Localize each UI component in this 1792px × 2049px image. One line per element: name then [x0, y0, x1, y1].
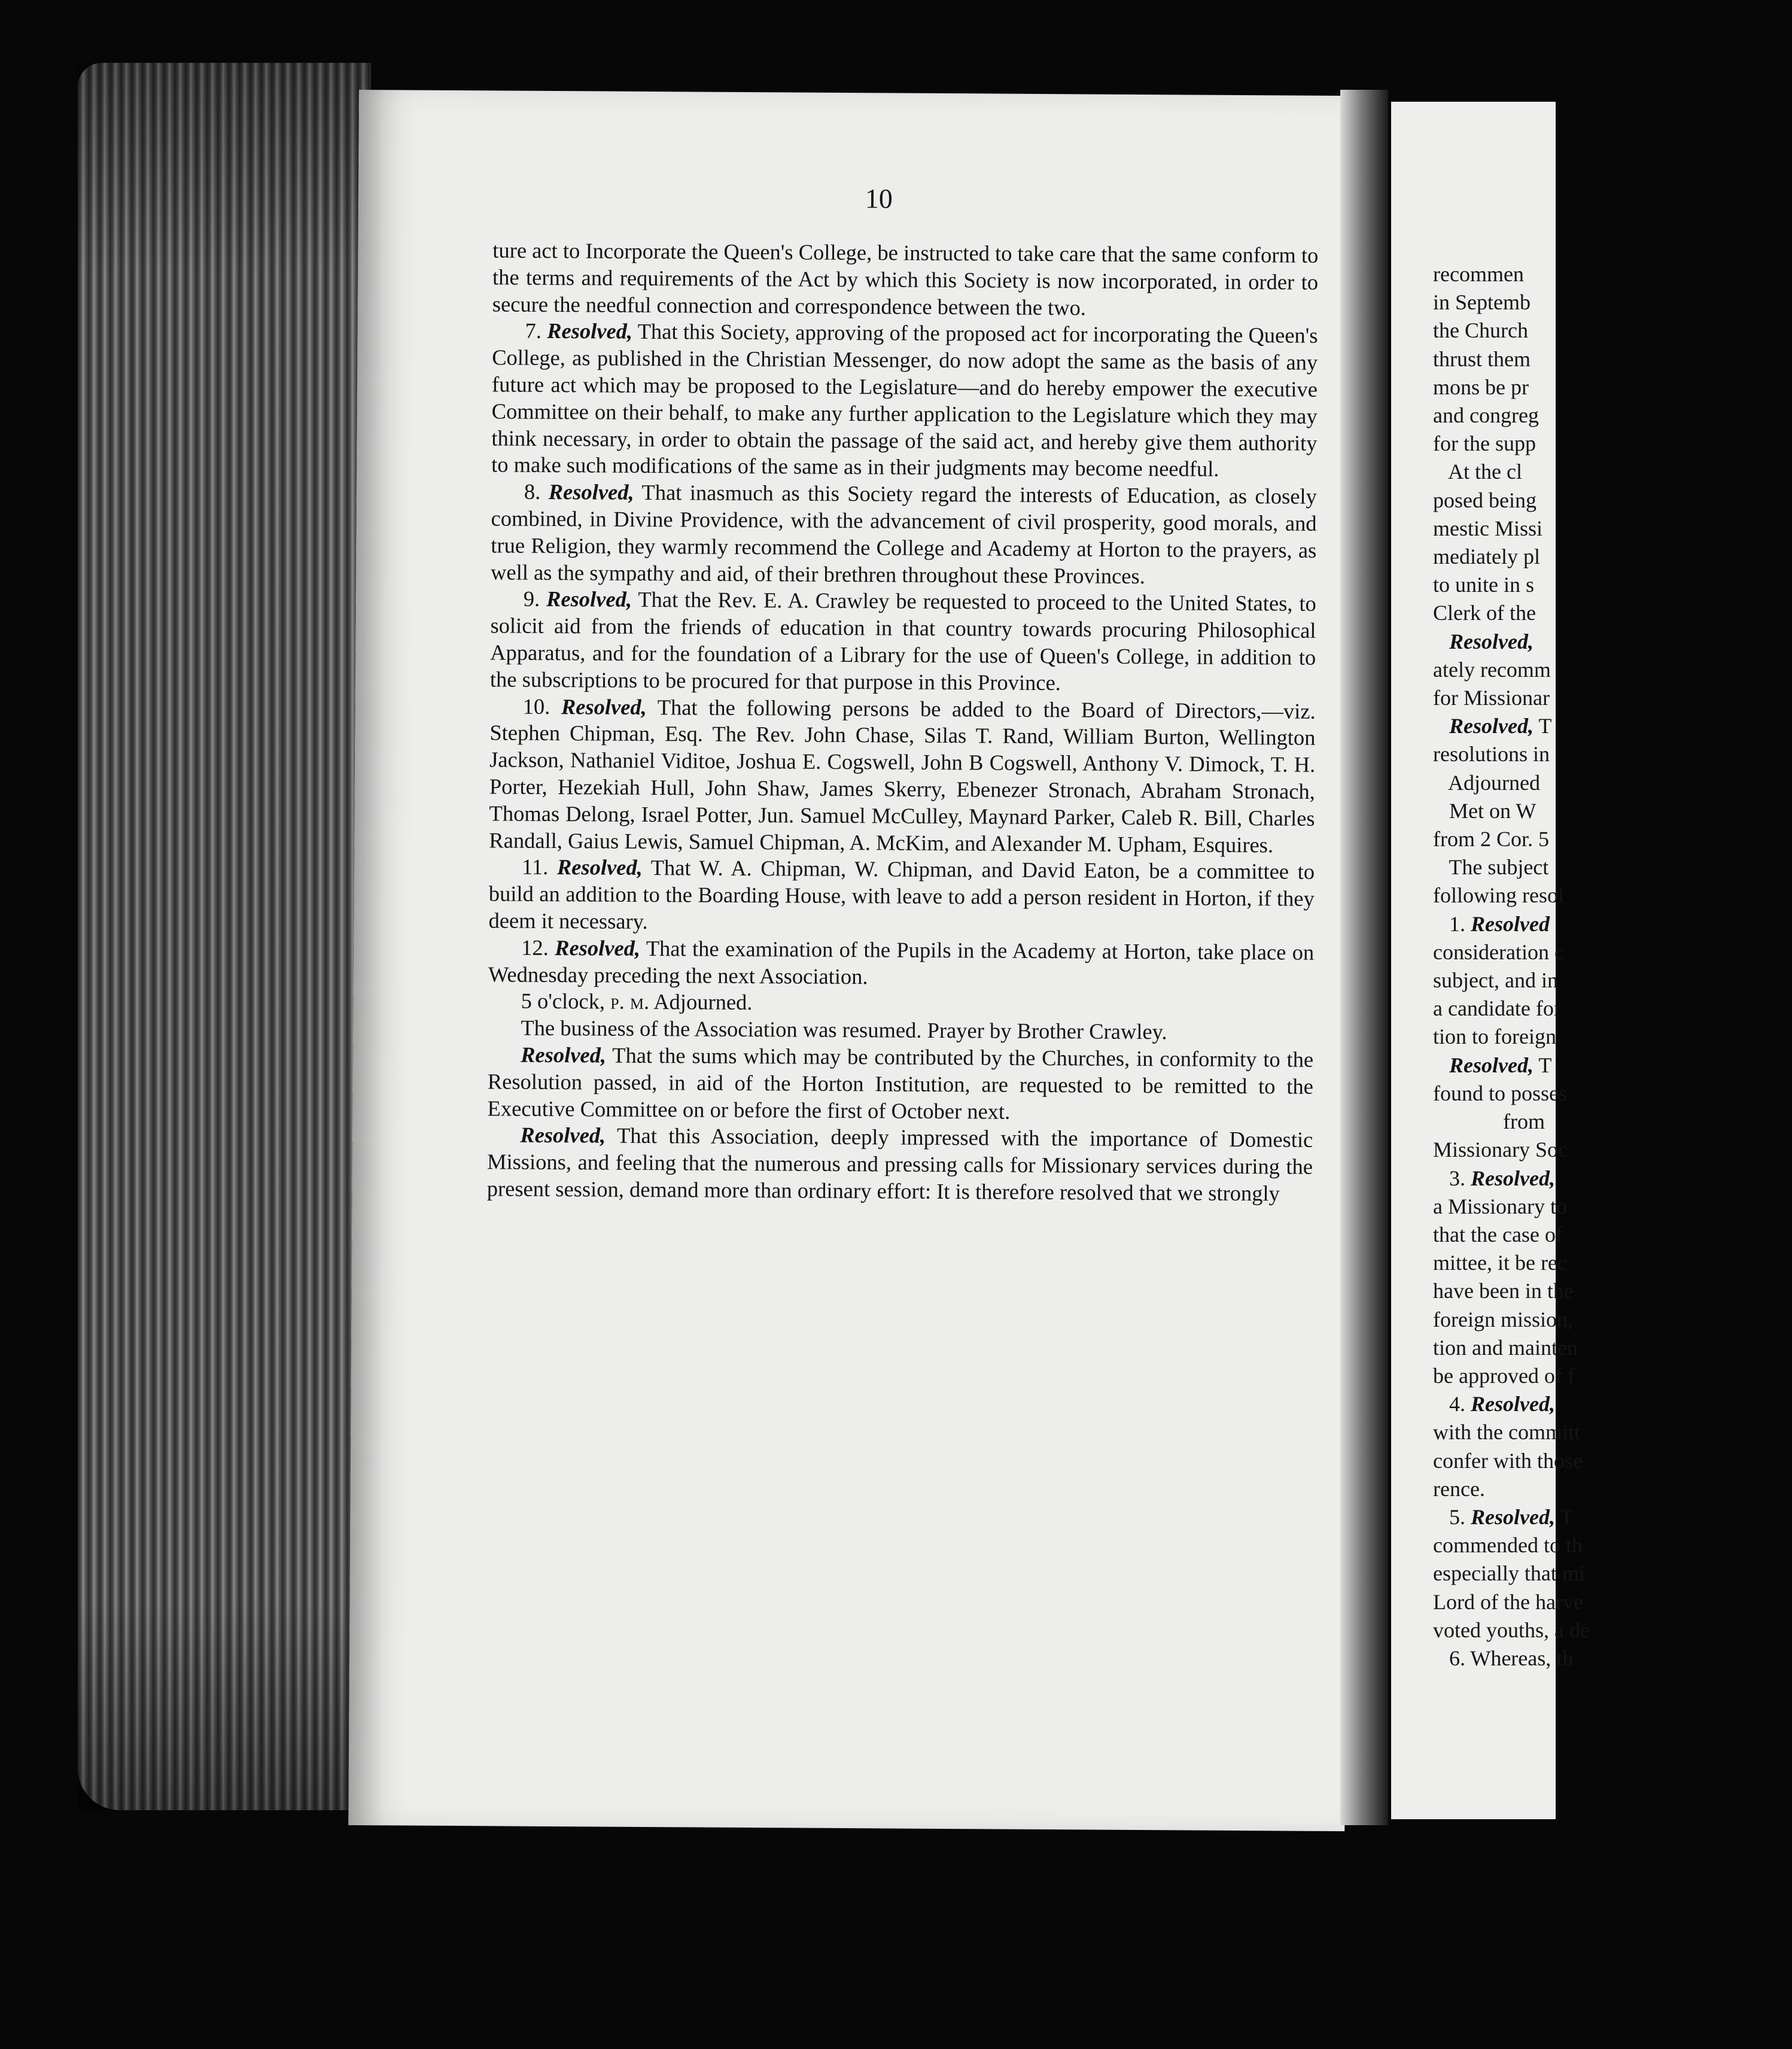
resolution-number: 8.	[524, 479, 549, 504]
right-page-line	[1433, 995, 1792, 1023]
page-stack-fore-edge	[78, 63, 371, 1810]
right-page-line	[1433, 853, 1792, 881]
resolved-label: Resolved	[1471, 911, 1550, 936]
right-page-line	[1433, 599, 1792, 627]
resolution-text: That the following persons be added to the Board of Directors,—viz. Stephen Chipman, Esq. The Rev. John Chase, Silas T. Rand, William Burton, Wellington Jackson, Nathaniel Viditoe, Joshua E. Cogswell, John B Cogswell, Anthony V. Dimock, T. H. Porter, Hezekiah Hull, John Shaw, James Skerry, Ebenezer Stronach, Abraham Stronach, Thomas Delong, Israel Potter, Jun. Samuel McCulley, Maynard Parker, Caleb R. Bill, Charles Randall, Gaius Lewis, Samuel Chipman, A. McKim, and Alexander M. Upham, Esquires.	[489, 694, 1316, 857]
adjourned-text: Adjourned.	[649, 989, 753, 1015]
paragraph	[487, 1122, 1313, 1208]
line-text: tion and mainten	[1433, 1335, 1578, 1360]
line-text: ately recomm	[1433, 657, 1551, 682]
right-page-line	[1433, 1418, 1792, 1446]
line-text: that the case of	[1433, 1222, 1563, 1247]
right-page-line	[1433, 1503, 1792, 1531]
line-text: following resol	[1433, 883, 1564, 908]
right-page-line	[1433, 1023, 1792, 1051]
right-page-line	[1433, 317, 1792, 345]
resolution-number: 9.	[523, 586, 547, 612]
line-prefix: 3.	[1433, 1166, 1471, 1190]
line-text: with the committ	[1433, 1420, 1580, 1445]
right-page-line	[1433, 1588, 1792, 1616]
line-text: from 2 Cor. 5	[1433, 827, 1549, 852]
line-text: a candidate for	[1433, 996, 1561, 1021]
resolution-number: 7.	[525, 318, 547, 343]
line-text: mestic Missi	[1433, 516, 1543, 540]
right-page-line	[1433, 402, 1792, 430]
paragraph	[489, 693, 1316, 859]
paragraph	[491, 479, 1317, 591]
right-page-line	[1433, 1334, 1792, 1362]
right-page-line	[1433, 487, 1792, 515]
right-page-line	[1433, 543, 1792, 571]
left-page-text-block	[487, 237, 1319, 1207]
line-text: a Missionary to	[1433, 1194, 1567, 1218]
resolved-label: Resolved,	[1433, 714, 1534, 738]
line-prefix: 1.	[1433, 911, 1471, 936]
right-page-line	[1433, 881, 1792, 910]
right-page-line	[1433, 1277, 1792, 1305]
resolution-number: 12.	[521, 935, 555, 960]
right-page-line	[1433, 260, 1792, 288]
line-text: for the supp	[1433, 431, 1536, 456]
line-text: found to posses	[1433, 1081, 1567, 1105]
book-gutter	[1340, 90, 1388, 1825]
right-page-line	[1433, 966, 1792, 995]
line-text: rence.	[1433, 1476, 1485, 1501]
line-text: tion to foreign	[1433, 1024, 1556, 1049]
line-text: consideration c	[1433, 940, 1564, 964]
right-page-line	[1433, 938, 1792, 966]
right-page-line	[1433, 740, 1792, 768]
time-meridiem: p. m.	[610, 989, 650, 1014]
resolved-label: Resolved,	[1433, 1053, 1534, 1077]
line-text: confer with those	[1433, 1448, 1583, 1473]
left-page	[348, 90, 1355, 1831]
resolution-text: That the sums which may be contributed by the Churches, in conformity to the Resolution passed, in aid of the Horton Institution, are requested to be remitted to the Executive Committee on or before the first of October next.	[487, 1042, 1314, 1124]
right-page-line	[1433, 288, 1792, 317]
line-text: Missionary Soc	[1433, 1138, 1568, 1162]
line-text: T	[1533, 1053, 1552, 1077]
right-page-line	[1433, 656, 1792, 684]
line-text: especially that mi	[1433, 1561, 1585, 1586]
right-page-line	[1433, 1051, 1792, 1080]
resolved-label: Resolved,	[547, 318, 633, 344]
resolved-label: Resolved,	[520, 1122, 606, 1148]
line-text: mediately pl	[1433, 545, 1540, 569]
resolved-label: Resolved,	[521, 1042, 607, 1068]
resolution-number: 11.	[521, 855, 558, 880]
right-page	[1391, 102, 1590, 1819]
resolved-label: Resolved,	[555, 935, 641, 960]
right-page-line	[1433, 1531, 1792, 1559]
line-text: in Septemb	[1433, 290, 1531, 315]
line-text: 6. Whereas, th	[1433, 1646, 1574, 1670]
resolution-number: 10.	[522, 694, 562, 719]
right-page-line	[1433, 1475, 1792, 1503]
paragraph	[491, 318, 1318, 484]
line-text: recommen	[1433, 262, 1524, 286]
line-text: thrust them	[1433, 346, 1531, 371]
line-text: subject, and in	[1433, 968, 1558, 993]
paragraph	[488, 934, 1315, 993]
line-text: have been in the	[1433, 1279, 1574, 1303]
right-page-line	[1433, 1559, 1792, 1588]
right-page-line	[1433, 1249, 1792, 1277]
page-number: 10	[865, 183, 893, 214]
right-page-line	[1433, 345, 1792, 373]
resolution-text: That the examination of the Pupils in the Academy at Horton, take place on Wednesday preceding the next Association.	[488, 935, 1315, 989]
line-text: mittee, it be rec	[1433, 1251, 1567, 1275]
line-text: T	[1533, 714, 1552, 738]
resolution-text: That the Rev. E. A. Crawley be requested to proceed to the United States, to solicit aid from the friends of education in that country towards procuring Philosophical Apparatus, and for the foundation of a Library for the use of Queen's College, in addition to the subscriptions to be procured for that purpose in this Province.	[489, 587, 1316, 695]
right-page-line	[1433, 373, 1792, 402]
right-page-line	[1433, 1080, 1792, 1108]
line-prefix: 5.	[1433, 1504, 1471, 1529]
line-text: to unite in s	[1433, 573, 1534, 597]
right-page-line	[1433, 1362, 1792, 1390]
right-page-line	[1433, 797, 1792, 825]
line-text: Adjourned	[1433, 770, 1540, 795]
resolution-text: That W. A. Chipman, W. Chipman, and David Eaton, be a committee to build an addition to the Boarding House, with leave to add a person resident in Horton, if they deem it necessary.	[488, 855, 1315, 934]
right-page-line	[1433, 825, 1792, 853]
line-text: from	[1433, 1109, 1545, 1134]
line-text: posed being	[1433, 488, 1537, 512]
right-page-line	[1433, 910, 1792, 938]
resolution-text: That this Association, deeply impressed with the importance of Domestic Missions, and feeling that the numerous and pressing calls for Missionary services during the present session, demand more than ordinary effort: It is therefore resolved that we strongly	[486, 1123, 1313, 1206]
right-page-line	[1433, 1306, 1792, 1334]
line-text: commended to th	[1433, 1533, 1583, 1558]
line-text: Lord of the harve	[1433, 1589, 1583, 1614]
line-text: and congreg	[1433, 403, 1539, 428]
right-page-line	[1433, 1108, 1792, 1136]
resolved-label: Resolved,	[1433, 629, 1534, 653]
resolved-label: Resolved,	[1471, 1392, 1555, 1416]
right-page-line	[1433, 571, 1792, 599]
right-page-line	[1433, 712, 1792, 740]
right-page-line	[1433, 515, 1792, 543]
line-text: resolutions in	[1433, 742, 1550, 767]
resolved-label: Resolved,	[1471, 1166, 1555, 1190]
resolved-label: Resolved,	[548, 479, 634, 504]
line-text: mons be pr	[1433, 375, 1529, 399]
paragraph	[488, 854, 1315, 940]
paragraph	[487, 1041, 1313, 1127]
right-page-line	[1433, 1193, 1792, 1221]
right-page-line	[1433, 458, 1792, 486]
right-page-line	[1433, 684, 1792, 712]
line-text: voted youths, a de	[1433, 1618, 1590, 1642]
right-page-line	[1433, 1221, 1792, 1249]
right-page-line	[1433, 1165, 1792, 1193]
right-page-line	[1433, 769, 1792, 797]
paragraph	[490, 586, 1316, 698]
right-page-line	[1433, 1390, 1792, 1418]
resolution-text: That inasmuch as this Society regard the interests of Education, as closely combined, in Divine Providence, with the advancement of civil prosperity, good morals, and true Religion, they warmly recommend the College and Academy at Horton to the prayers, as well as the sympathy and aid, of their brethren throughout these Provinces.	[490, 479, 1318, 588]
right-page-line	[1433, 1447, 1792, 1475]
resolved-label: Resolved,	[556, 855, 643, 880]
line-text: Clerk of the	[1433, 601, 1536, 625]
line-text: for Missionar	[1433, 686, 1550, 710]
resolution-text: That this Society, approving of the proposed act for incorporating the Queen's College, as published in the Christian Messenger, do now adopt the same as the basis of any future act which may be proposed to the Legislature—and do hereby empower the executive Committee on their behalf, to make any further application to the Legislature which they may think necessary, in order to obtain the passage of the said act, and hereby give them authority to make such modifications of the same as in their judgments may become needful.	[491, 319, 1318, 482]
resolved-label: Resolved,	[561, 694, 647, 719]
line-text: The subject	[1433, 855, 1549, 880]
line-text: T	[1554, 1504, 1574, 1529]
paragraph: The business of the Association was resumed. Prayer by Brother Crawley.	[521, 1015, 1167, 1044]
right-page-line	[1433, 1616, 1792, 1644]
line-text: foreign mission,	[1433, 1307, 1573, 1331]
resolved-label: Resolved,	[546, 586, 632, 612]
right-page-line	[1433, 1136, 1792, 1164]
line-text: At the cl	[1433, 460, 1522, 484]
right-page-line	[1433, 628, 1792, 656]
line-text: be approved of f	[1433, 1363, 1575, 1388]
right-page-line	[1433, 430, 1792, 458]
line-text: Met on W	[1433, 798, 1537, 823]
time-text: 5 o'clock,	[521, 988, 611, 1014]
right-page-text-block	[1433, 260, 1792, 1673]
paragraph: ture act to Incorporate the Queen's College, be instructed to take care that the same conform to the terms and requirements of the Act by which this Society is now incorporated, in order to secure the needful connection and correspondence between the two.	[492, 238, 1319, 320]
line-prefix: 4.	[1433, 1392, 1471, 1416]
right-page-line	[1433, 1644, 1792, 1673]
line-text: the Church	[1433, 318, 1528, 343]
resolved-label: Resolved,	[1471, 1504, 1555, 1529]
